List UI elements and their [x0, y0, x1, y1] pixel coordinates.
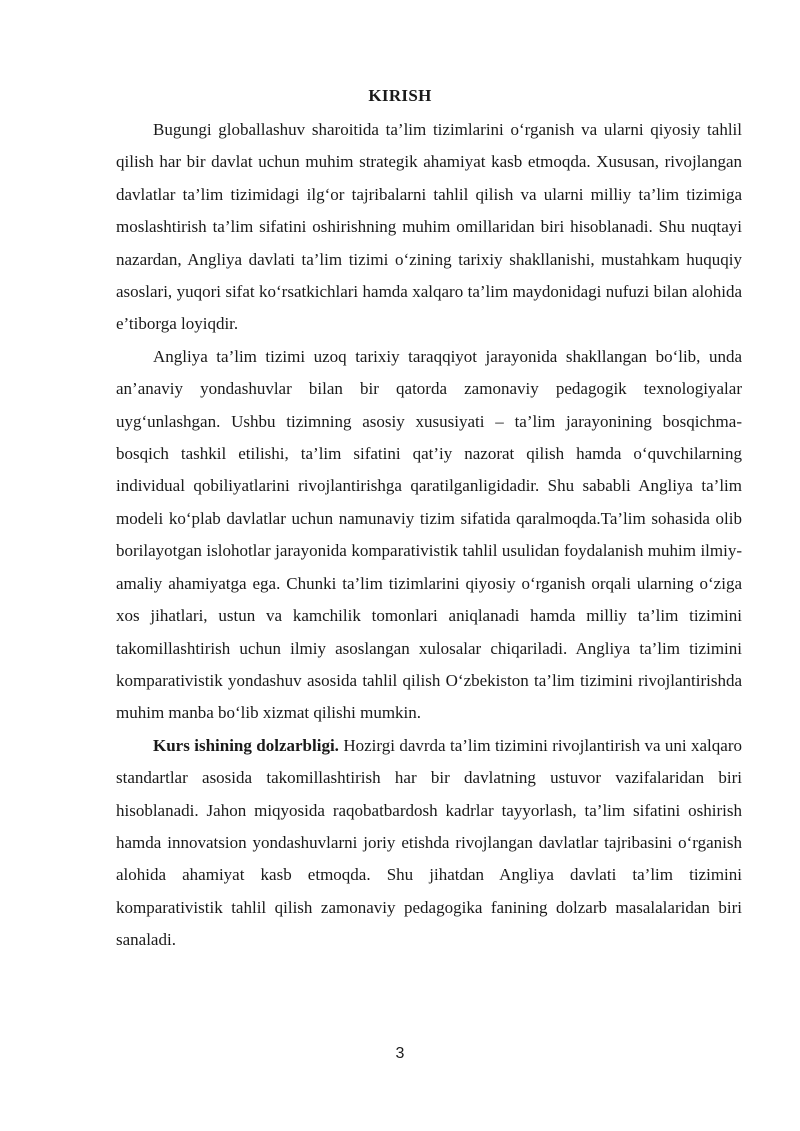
body-text [116, 114, 742, 957]
paragraph-1 [116, 114, 742, 341]
paragraph-3-text: Hozirgi davrda ta’lim tizimini rivojlantirish va uni xalqaro standartlar asosida takomillashtirish har bir davlatning ustuvor vazifalaridan biri hisoblanadi. Jahon miqyosida raqobatbardosh kadrlar tayyorlash, ta’lim sifatini oshirish hamda innovatsion yondashuvlarni joriy etishda rivojlangan davlatlar tajribasini o‘rganish alohida ahamiyat kasb etmoqda. Shu jihatdan Angliya davlati ta’lim tizimini komparativistik tahlil qilish zamonaviy pedagogika fanining dolzarb masalalaridan biri sanaladi. [116, 735, 742, 950]
paragraph-2-text: Angliya ta’lim tizimi uzoq tarixiy taraqqiyot jarayonida shakllangan bo‘lib, unda an’anaviy yondashuvlar bilan bir qatorda zamonaviy pedagogik texnologiyalar uyg‘unlashgan. Ushbu tizimning asosiy xususiyati – ta’lim jarayonining bosqichma-bosqich tashkil etilishi, ta’lim sifatini qat’iy nazorat qilish hamda o‘quvchilarning individual qobiliyatlarini rivojlantirishga qaratilganligidadir. Shu sababli Angliya ta’lim modeli ko‘plab davlatlar uchun namunaviy tizim sifatida qaralmoqda.Ta’lim sohasida olib borilayotgan islohotlar jarayonida komparativistik tahlil usulidan foydalanish muhim ilmiy-amaliy ahamiyatga ega. Chunki ta’lim tizimlarini qiyosiy o‘rganish orqali ularning o‘ziga xos jihatlari, ustun va kamchilik tomonlari aniqlanadi hamda milliy ta’lim tizimini takomillashtirish uchun ilmiy asoslangan xulosalar chiqariladi. Angliya ta’lim tizimini komparativistik yondashuv asosida tahlil qilish O‘zbekiston ta’lim tizimini rivojlantirishda muhim manba bo‘lib xizmat qilishi mumkin. [116, 346, 742, 723]
paragraph-3 [116, 730, 742, 957]
paragraph-3-lead: Kurs ishining dolzarbligi. [153, 735, 339, 755]
paragraph-1-text: Bugungi globallashuv sharoitida ta’lim tizimlarini o‘rganish va ularni qiyosiy tahlil qilish har bir davlat uchun muhim strategik ahamiyat kasb etmoqda. Xususan, rivojlangan davlatlar ta’lim tizimidagi ilg‘or tajribalarni tahlil qilish va ularni milliy ta’lim tizimiga moslashtirish ta’lim sifatini oshirishning muhim omillaridan biri hisoblanadi. Shu nuqtayi nazardan, Angliya davlati ta’lim tizimi o‘zining tarixiy shakllanishi, mustahkam huquqiy asoslari, yuqori sifat ko‘rsatkichlari hamda xalqaro ta’lim maydonidagi nufuzi bilan alohida e’tiborga loyiqdir. [116, 120, 742, 334]
paragraph-2 [116, 341, 742, 730]
page-title: KIRISH [368, 86, 432, 105]
page-number: 3 [395, 1045, 405, 1062]
